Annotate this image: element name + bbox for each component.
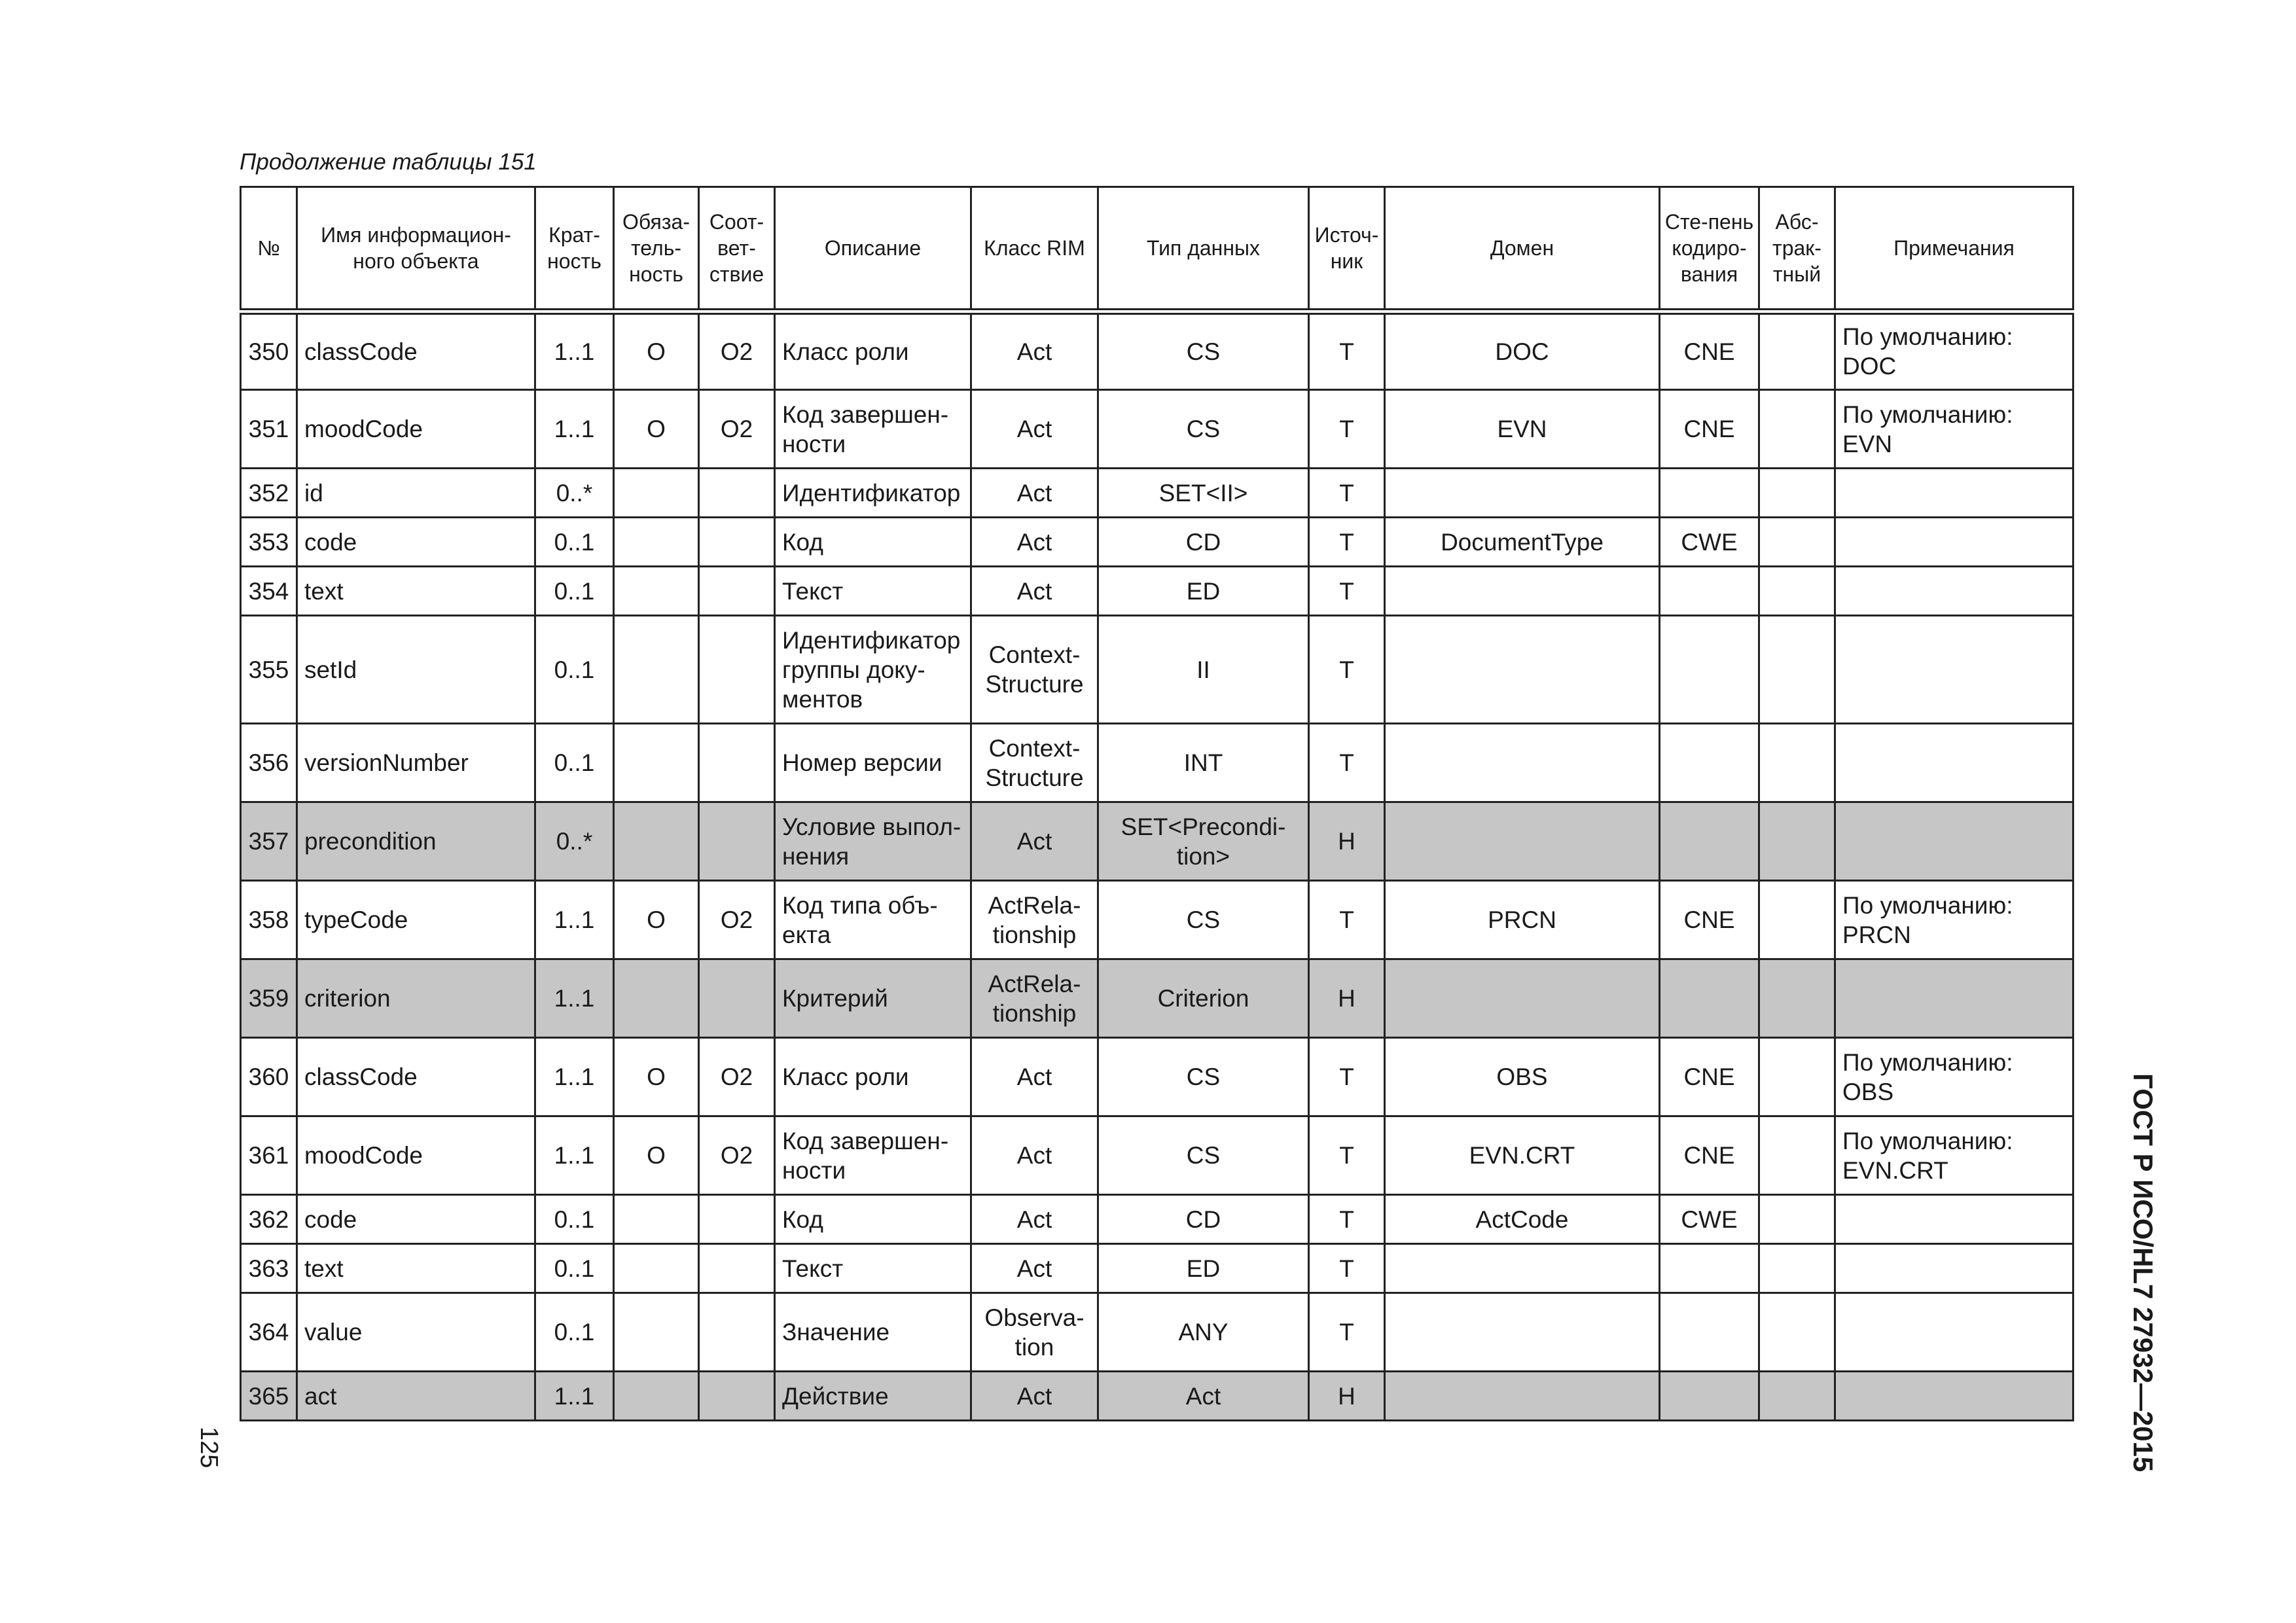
cell-source: T [1309,518,1385,567]
cell-multiplicity: 1..1 [535,312,614,390]
header-name: Имя информацион-ного объекта [297,187,535,312]
cell-mandatory [614,1244,699,1293]
cell-source: H [1309,802,1385,881]
cell-mandatory [614,518,699,567]
cell-notes [1835,724,2073,802]
table-row [241,469,2073,518]
cell-rim-class: Act [971,1038,1098,1116]
cell-conformance [699,802,775,881]
cell-conformance: O2 [699,881,775,959]
cell-notes [1835,1372,2073,1421]
cell-multiplicity: 1..1 [535,959,614,1038]
cell-coding-strength: CNE [1660,1038,1759,1116]
cell-multiplicity: 0..1 [535,567,614,616]
cell-multiplicity: 0..1 [535,724,614,802]
cell-row-number: 360 [241,1038,297,1116]
cell-notes: По умолчанию: EVN.CRT [1835,1116,2073,1195]
cell-source: T [1309,312,1385,390]
cell-description: Код завершен-ности [775,1116,971,1195]
cell-conformance [699,567,775,616]
cell-multiplicity: 0..1 [535,518,614,567]
cell-conformance [699,1244,775,1293]
cell-conformance [699,616,775,724]
header-description: Описание [775,187,971,312]
cell-rim-class: Act [971,390,1098,469]
cell-notes [1835,1195,2073,1244]
cell-description: Код [775,518,971,567]
cell-conformance: O2 [699,1116,775,1195]
cell-description: Код [775,1195,971,1244]
table-row [241,1038,2073,1116]
cell-source: H [1309,1372,1385,1421]
cell-multiplicity: 1..1 [535,390,614,469]
table-row [241,1372,2073,1421]
cell-row-number: 364 [241,1293,297,1372]
cell-coding-strength [1660,724,1759,802]
header-num: № [241,187,297,312]
cell-domain: EVN.CRT [1385,1116,1660,1195]
header-coding: Сте-пень кодиро-вания [1660,187,1759,312]
cell-object-name: criterion [297,959,535,1038]
cell-description: Идентификатор группы доку-ментов [775,616,971,724]
cell-rim-class: Act [971,1372,1098,1421]
cell-abstract [1759,390,1835,469]
cell-source: T [1309,1038,1385,1116]
table-row [241,567,2073,616]
cell-source: T [1309,1195,1385,1244]
cell-abstract [1759,1293,1835,1372]
cell-source: T [1309,1116,1385,1195]
cell-description: Класс роли [775,1038,971,1116]
cell-data-type: CS [1098,1116,1309,1195]
cell-data-type: CS [1098,390,1309,469]
cell-object-name: id [297,469,535,518]
cell-abstract [1759,1116,1835,1195]
cell-object-name: moodCode [297,1116,535,1195]
cell-data-type: CS [1098,312,1309,390]
document-standard-title: ГОСТ Р ИСО/HL7 27932—2015 [2128,1073,2159,1472]
header-abstract: Абс-трак-тный [1759,187,1835,312]
table-row [241,1116,2073,1195]
cell-data-type: CS [1098,1038,1309,1116]
cell-notes [1835,1293,2073,1372]
cell-object-name: code [297,518,535,567]
cell-object-name: typeCode [297,881,535,959]
cell-conformance [699,724,775,802]
table-row [241,724,2073,802]
header-notes: Примечания [1835,187,2073,312]
cell-source: T [1309,469,1385,518]
cell-coding-strength [1660,1372,1759,1421]
cell-coding-strength: CNE [1660,1116,1759,1195]
cell-data-type: INT [1098,724,1309,802]
cell-abstract [1759,1195,1835,1244]
cell-mandatory [614,1195,699,1244]
cell-coding-strength [1660,616,1759,724]
cell-notes [1835,1244,2073,1293]
cell-data-type: CD [1098,1195,1309,1244]
cell-domain [1385,1293,1660,1372]
cell-object-name: act [297,1372,535,1421]
cell-abstract [1759,312,1835,390]
cell-abstract [1759,567,1835,616]
cell-domain [1385,724,1660,802]
cell-coding-strength [1660,1293,1759,1372]
cell-object-name: setId [297,616,535,724]
cell-description: Текст [775,567,971,616]
header-domain: Домен [1385,187,1660,312]
cell-description: Критерий [775,959,971,1038]
cell-rim-class: Act [971,1116,1098,1195]
table-row [241,616,2073,724]
cell-rim-class: Context-Structure [971,724,1098,802]
cell-conformance [699,959,775,1038]
cell-multiplicity: 0..1 [535,616,614,724]
cell-domain: DocumentType [1385,518,1660,567]
cell-multiplicity: 0..* [535,469,614,518]
cell-row-number: 359 [241,959,297,1038]
cell-abstract [1759,724,1835,802]
cell-rim-class: Act [971,567,1098,616]
cell-multiplicity: 0..1 [535,1195,614,1244]
table-row [241,1195,2073,1244]
cell-source: T [1309,390,1385,469]
cell-conformance [699,518,775,567]
cell-domain [1385,567,1660,616]
table-row [241,959,2073,1038]
table-row [241,312,2073,390]
cell-source: T [1309,1244,1385,1293]
cell-row-number: 365 [241,1372,297,1421]
table-row [241,390,2073,469]
cell-mandatory [614,959,699,1038]
cell-domain: PRCN [1385,881,1660,959]
cell-coding-strength [1660,567,1759,616]
cell-description: Код завершен-ности [775,390,971,469]
cell-mandatory [614,1293,699,1372]
header-rim-class: Класс RIM [971,187,1098,312]
cell-notes [1835,567,2073,616]
cell-rim-class: Act [971,802,1098,881]
cell-data-type: II [1098,616,1309,724]
cell-data-type: ANY [1098,1293,1309,1372]
cell-mandatory [614,567,699,616]
cell-data-type: SET<II> [1098,469,1309,518]
cell-rim-class: Act [971,518,1098,567]
cell-object-name: precondition [297,802,535,881]
cell-rim-class: ActRela-tionship [971,959,1098,1038]
cell-data-type: CD [1098,518,1309,567]
cell-notes [1835,959,2073,1038]
cell-row-number: 357 [241,802,297,881]
cell-multiplicity: 0..1 [535,1244,614,1293]
cell-rim-class: Context-Structure [971,616,1098,724]
cell-conformance: O2 [699,1038,775,1116]
cell-domain [1385,1244,1660,1293]
cell-object-name: moodCode [297,390,535,469]
cell-coding-strength: CNE [1660,390,1759,469]
cell-abstract [1759,1038,1835,1116]
cell-row-number: 350 [241,312,297,390]
cell-domain: ActCode [1385,1195,1660,1244]
cell-data-type: ED [1098,1244,1309,1293]
cell-notes: По умолчанию: DOC [1835,312,2073,390]
header-data-type: Тип данных [1098,187,1309,312]
cell-row-number: 358 [241,881,297,959]
cell-domain [1385,469,1660,518]
cell-source: T [1309,567,1385,616]
table-row [241,1244,2073,1293]
cell-object-name: versionNumber [297,724,535,802]
cell-conformance [699,469,775,518]
header-multiplicity: Крат-ность [535,187,614,312]
cell-rim-class: Observa-tion [971,1293,1098,1372]
cell-data-type: ED [1098,567,1309,616]
cell-multiplicity: 1..1 [535,881,614,959]
cell-source: T [1309,724,1385,802]
cell-notes: По умолчанию: EVN [1835,390,2073,469]
cell-coding-strength [1660,469,1759,518]
table-row [241,518,2073,567]
cell-domain: DOC [1385,312,1660,390]
cell-row-number: 362 [241,1195,297,1244]
cell-row-number: 351 [241,390,297,469]
cell-mandatory: O [614,881,699,959]
cell-description: Значение [775,1293,971,1372]
header-row [241,187,2073,312]
cell-row-number: 361 [241,1116,297,1195]
cell-mandatory: O [614,1116,699,1195]
cell-object-name: text [297,1244,535,1293]
cell-multiplicity: 1..1 [535,1116,614,1195]
table-caption: Продолжение таблицы 151 [240,149,537,175]
cell-mandatory [614,1372,699,1421]
cell-notes [1835,802,2073,881]
cell-description: Идентификатор [775,469,971,518]
cell-mandatory [614,802,699,881]
cell-rim-class: ActRela-tionship [971,881,1098,959]
cell-coding-strength [1660,959,1759,1038]
cell-abstract [1759,959,1835,1038]
cell-object-name: text [297,567,535,616]
cell-abstract [1759,1244,1835,1293]
cell-coding-strength [1660,802,1759,881]
cell-coding-strength: CNE [1660,312,1759,390]
cell-row-number: 352 [241,469,297,518]
cell-object-name: classCode [297,312,535,390]
cell-domain [1385,616,1660,724]
cell-domain [1385,802,1660,881]
cell-conformance [699,1293,775,1372]
cell-source: T [1309,881,1385,959]
cell-rim-class: Act [971,1195,1098,1244]
cell-data-type: SET<Precondi-tion> [1098,802,1309,881]
cell-domain [1385,959,1660,1038]
cell-conformance: O2 [699,312,775,390]
cell-data-type: Criterion [1098,959,1309,1038]
cell-abstract [1759,1372,1835,1421]
cell-domain [1385,1372,1660,1421]
table-row [241,802,2073,881]
cell-row-number: 353 [241,518,297,567]
cell-rim-class: Act [971,312,1098,390]
cell-row-number: 363 [241,1244,297,1293]
cell-domain: EVN [1385,390,1660,469]
cell-mandatory: O [614,312,699,390]
cell-data-type: CS [1098,881,1309,959]
cell-description: Условие выпол-нения [775,802,971,881]
cell-description: Код типа объ-екта [775,881,971,959]
cell-multiplicity: 0..* [535,802,614,881]
cell-source: T [1309,1293,1385,1372]
cell-object-name: code [297,1195,535,1244]
cell-mandatory: O [614,390,699,469]
cell-conformance [699,1195,775,1244]
cell-mandatory: O [614,1038,699,1116]
cell-mandatory [614,469,699,518]
cell-coding-strength: CWE [1660,1195,1759,1244]
cell-notes: По умолчанию: PRCN [1835,881,2073,959]
data-table [240,186,2074,1421]
header-mandatory: Обяза-тель-ность [614,187,699,312]
cell-description: Действие [775,1372,971,1421]
cell-source: T [1309,616,1385,724]
cell-abstract [1759,802,1835,881]
cell-conformance: O2 [699,390,775,469]
page-number: 125 [195,1427,223,1469]
cell-coding-strength: CWE [1660,518,1759,567]
cell-description: Класс роли [775,312,971,390]
cell-notes [1835,469,2073,518]
cell-data-type: Act [1098,1372,1309,1421]
cell-description: Текст [775,1244,971,1293]
cell-description: Номер версии [775,724,971,802]
table-row [241,1293,2073,1372]
cell-mandatory [614,724,699,802]
cell-multiplicity: 1..1 [535,1372,614,1421]
cell-notes [1835,518,2073,567]
cell-domain: OBS [1385,1038,1660,1116]
cell-coding-strength [1660,1244,1759,1293]
table-row [241,881,2073,959]
cell-object-name: value [297,1293,535,1372]
cell-coding-strength: CNE [1660,881,1759,959]
cell-notes [1835,616,2073,724]
cell-rim-class: Act [971,469,1098,518]
cell-multiplicity: 1..1 [535,1038,614,1116]
cell-abstract [1759,616,1835,724]
cell-row-number: 355 [241,616,297,724]
cell-row-number: 354 [241,567,297,616]
cell-abstract [1759,518,1835,567]
cell-conformance [699,1372,775,1421]
cell-abstract [1759,469,1835,518]
cell-mandatory [614,616,699,724]
cell-object-name: classCode [297,1038,535,1116]
cell-multiplicity: 0..1 [535,1293,614,1372]
cell-rim-class: Act [971,1244,1098,1293]
cell-source: H [1309,959,1385,1038]
header-conformance: Соот-вет-ствие [699,187,775,312]
cell-notes: По умолчанию: OBS [1835,1038,2073,1116]
header-source: Источ-ник [1309,187,1385,312]
cell-abstract [1759,881,1835,959]
cell-row-number: 356 [241,724,297,802]
